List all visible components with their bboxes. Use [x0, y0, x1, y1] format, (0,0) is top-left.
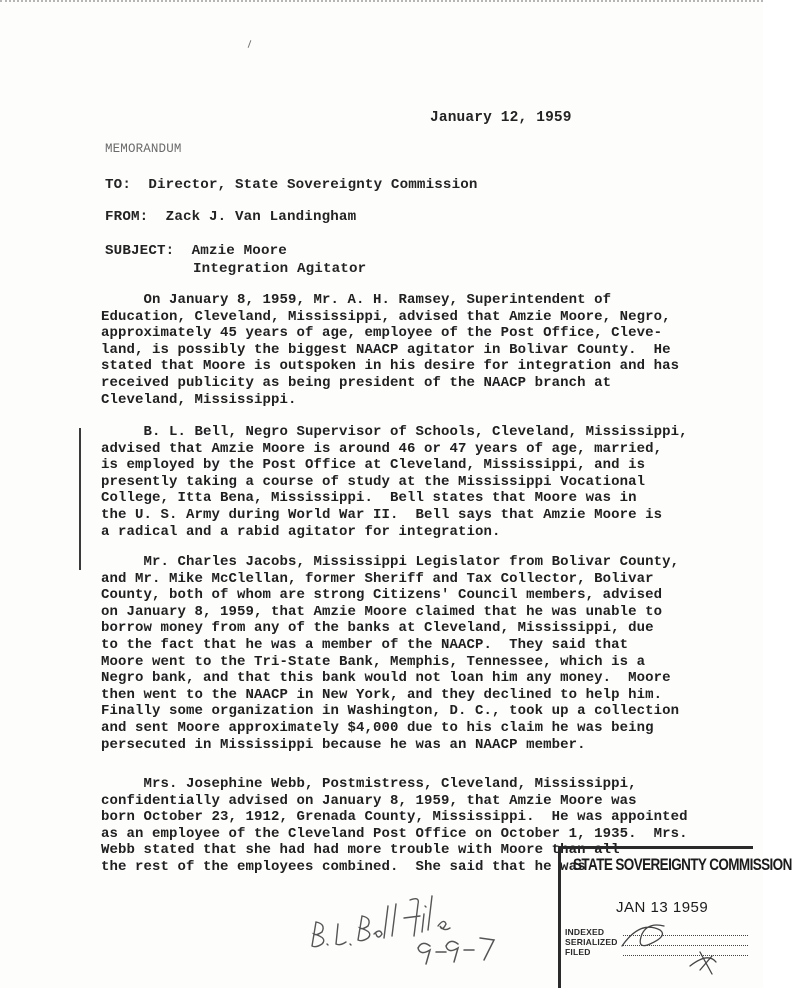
to-value: Director, State Sovereignty Commission [148, 177, 478, 193]
stamp-dotted-line [623, 955, 748, 957]
from-value: Zack J. Van Landingham [165, 209, 357, 225]
stray-pen-mark [248, 40, 252, 48]
paragraph-line: Mr. Charles Jacobs, Mississippi Legislator from Bolivar County, [101, 554, 680, 570]
paragraph-line: presently taking a course of study at the Mississippi Vocational [101, 473, 646, 490]
page-top-edge [0, 0, 763, 6]
stamp-field-indexed: INDEXED [565, 927, 605, 937]
subject-label: SUBJECT: [105, 243, 175, 259]
to-line [105, 177, 478, 193]
paragraph-line: Negro bank, and that this bank would not loan him any money. Moore [101, 670, 671, 687]
to-label: TO: [105, 177, 131, 193]
stamp-dotted-line [623, 935, 748, 937]
paragraph-3 [101, 554, 741, 753]
handwritten-date-note [418, 938, 494, 964]
paragraph-line: confidentially advised on January 8, 1959, that Amzie Moore was [101, 792, 637, 809]
paragraph-line: On January 8, 1959, Mr. A. H. Ramsey, Superintendent of [101, 292, 612, 308]
from-line [105, 209, 356, 225]
paragraph-line: advised that Amzie Moore is around 46 or 47 years of age, married, [101, 440, 663, 457]
paragraph-line: and sent Moore approximately $4,000 due to his claim he was being [101, 719, 654, 736]
paragraph-line: and Mr. Mike McClellan, former Sheriff and Tax Collector, Bolivar [101, 570, 654, 587]
stamp-dotted-line [623, 945, 748, 947]
margin-bracket-mark [79, 428, 81, 570]
paragraph-line: persecuted in Mississippi because he was an NAACP member. [101, 736, 586, 753]
paragraph-line: is employed by the Post Office at Cleveland, Mississippi, and is [101, 457, 646, 474]
memo-date: January 12, 1959 [430, 110, 572, 126]
paragraph-line: College, Itta Bena, Mississippi. Bell states that Moore was in [101, 490, 637, 507]
received-stamp [558, 846, 792, 988]
paragraph-line: to the fact that he was a member of the NAACP. They said that [101, 636, 629, 653]
stamp-field-filed: FILED [565, 947, 591, 957]
stamp-title: STATE SOVEREIGNTY COMMISSION [573, 855, 792, 874]
paragraph-line: on January 8, 1959, that Amzie Moore claimed that he was unable to [101, 603, 663, 620]
subject-value-2: Integration Agitator [193, 261, 367, 277]
handwritten-file-note [312, 896, 450, 947]
paragraph-line: the U. S. Army during World War II. Bell says that Amzie Moore is [101, 506, 663, 523]
paragraph-line: borrow money from any of the banks at Cleveland, Mississippi, due [101, 620, 654, 637]
paragraph-line: County, both of whom are strong Citizens' Council members, advised [101, 587, 663, 604]
paragraph-line: land, is possibly the biggest NAACP agitator in Bolivar County. He [101, 341, 671, 358]
paragraph-1 [101, 292, 741, 408]
paragraph-line: Finally some organization in Washington, D. C., took up a collection [101, 703, 680, 720]
stamp-date: JAN 13 1959 [616, 899, 709, 916]
paragraph-line: born October 23, 1912, Grenada County, Mississippi. He was appointed [101, 809, 688, 826]
paragraph-line: Mrs. Josephine Webb, Postmistress, Cleveland, Mississippi, [101, 776, 637, 792]
paragraph-line: the rest of the employees combined. She said that he was [101, 858, 586, 875]
memo-label: MEMORANDUM [105, 142, 182, 156]
subject-line [105, 243, 287, 259]
paragraph-line: as an employee of the Cleveland Post Office on October 1, 1935. Mrs. [101, 825, 688, 842]
paragraph-line: Webb stated that she had had more trouble with Moore than all [101, 842, 620, 859]
paragraph-line: received publicity as being president of the NAACP branch at [101, 374, 612, 391]
paragraph-line: then went to the NAACP in New York, and they declined to help him. [101, 686, 663, 703]
paragraph-line: Cleveland, Mississippi. [101, 391, 297, 408]
paragraph-line: Moore went to the Tri-State Bank, Memphis, Tennessee, which is a [101, 653, 646, 670]
paragraph-line: a radical and a rabid agitator for integration. [101, 523, 501, 540]
stamp-field-serialized: SERIALIZED [565, 937, 618, 947]
paragraph-line: Education, Cleveland, Mississippi, advised that Amzie Moore, Negro, [101, 308, 671, 325]
paragraph-line: stated that Moore is outspoken in his desire for integration and has [101, 358, 680, 375]
subject-value-1: Amzie Moore [191, 243, 287, 259]
paragraph-2 [101, 424, 741, 540]
from-label: FROM: [105, 209, 149, 225]
paragraph-line: approximately 45 years of age, employee of the Post Office, Cleve- [101, 325, 663, 342]
paragraph-line: B. L. Bell, Negro Supervisor of Schools, Cleveland, Mississippi, [101, 424, 688, 440]
